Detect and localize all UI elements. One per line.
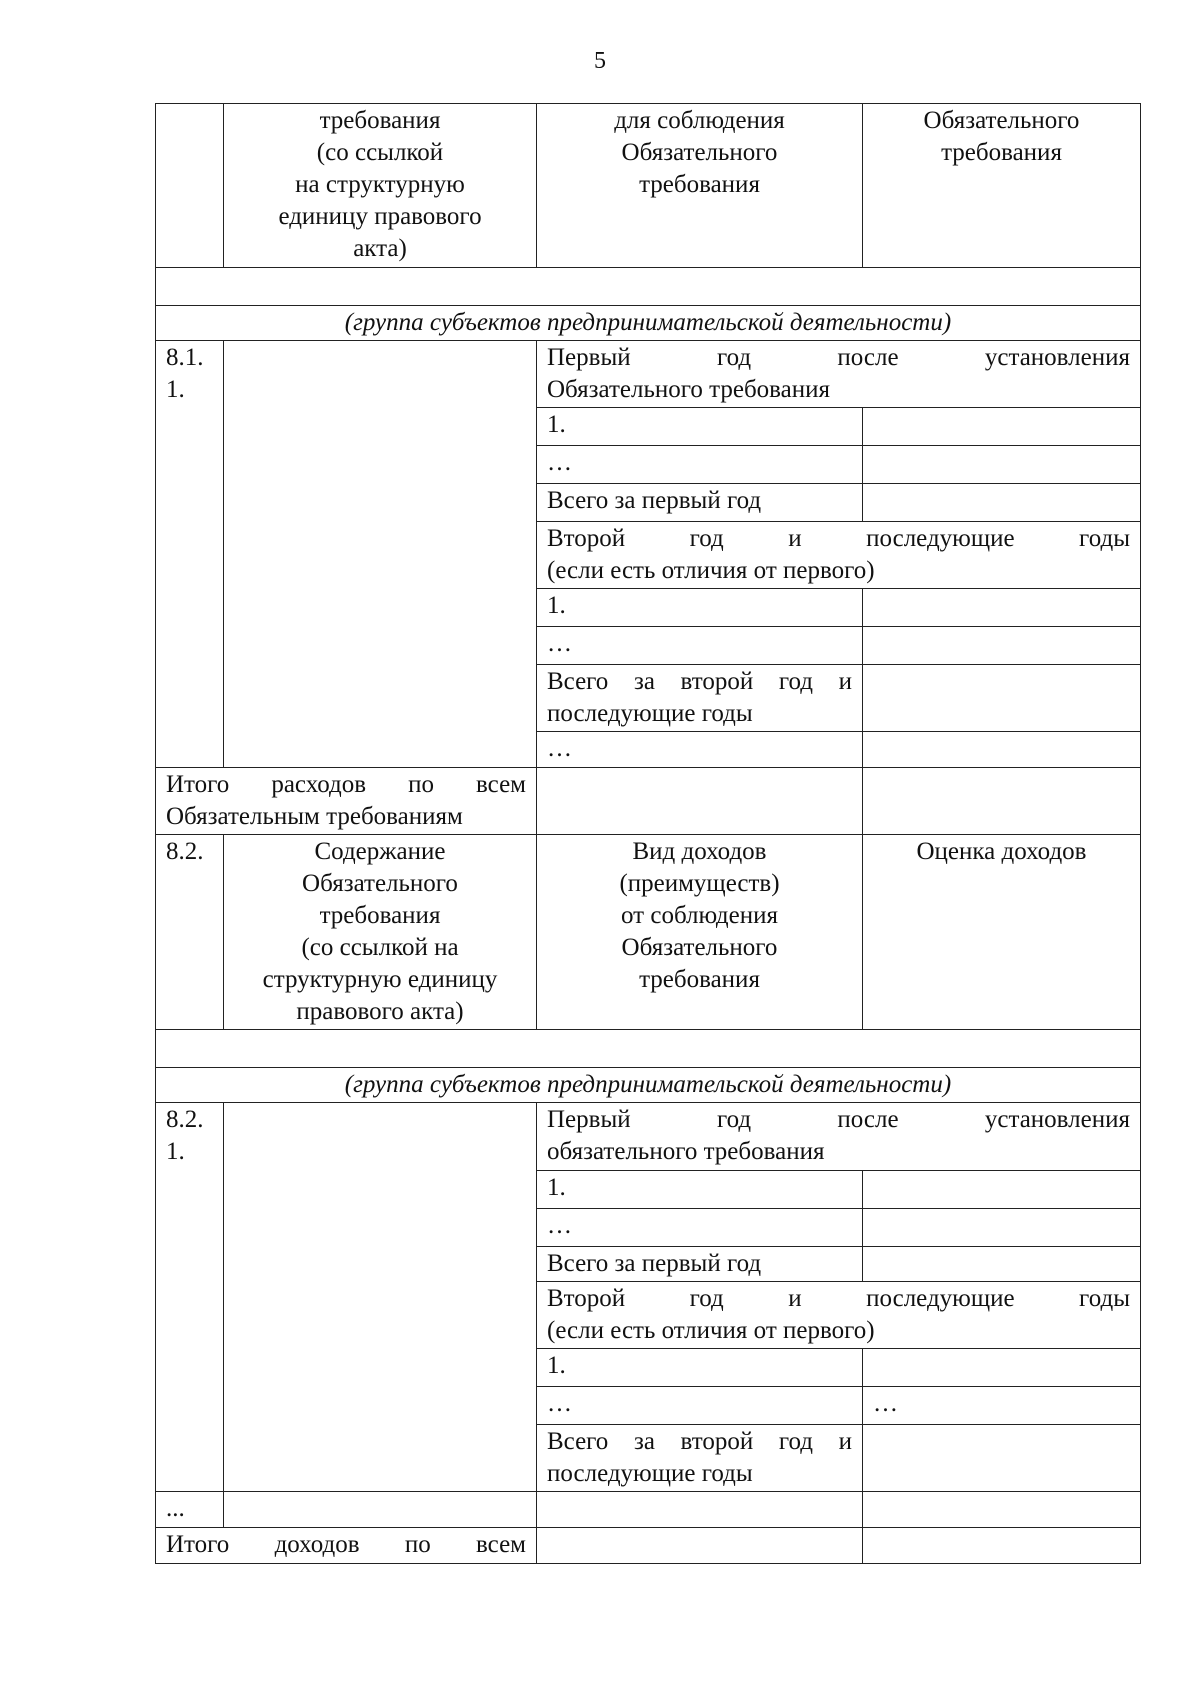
year2-row-dots-label: … xyxy=(537,627,863,665)
sec2-year1-title: Первый год после установления xyxy=(547,1106,1130,1133)
grand-total-costs-label-cell xyxy=(156,768,537,835)
header-content-cell xyxy=(224,104,537,268)
after-dots-label: … xyxy=(537,732,863,768)
header-content-text: требования (со ссылкой на структурную единицу правового акта) xyxy=(278,107,482,262)
sec2-year1-row-dots-value xyxy=(863,1209,1141,1247)
grand-total-income-label-cell xyxy=(156,1528,537,1564)
group-caption: (группа субъектов предпринимательской деятельности) xyxy=(156,306,1141,341)
sec2-after-dots-content xyxy=(224,1492,537,1528)
year2-row-1-value xyxy=(863,589,1141,627)
sec2-income-type-text: Вид доходов (преимуществ) от соблюдения Обязательного требования xyxy=(619,838,780,993)
header-cost-estimate-text: Обязательного требования xyxy=(923,107,1080,166)
sec2-year1-row-1-value xyxy=(863,1171,1141,1209)
year2-row-dots-value xyxy=(863,627,1141,665)
grand-total-costs-type xyxy=(537,768,863,835)
sec2-year2-title-cont: (если есть отличия от первого) xyxy=(547,1317,875,1344)
sec2-year1-total-label: Всего за первый год xyxy=(537,1247,863,1282)
obligations-table xyxy=(155,103,1141,1564)
item-number-8-2-1 xyxy=(156,1103,224,1492)
sec2-group-caption: (группа субъектов предпринимательской деятельности) xyxy=(156,1068,1141,1103)
sec2-blank-row xyxy=(156,1030,1141,1068)
year1-title: Первый год после установления xyxy=(547,344,1130,371)
year2-title: Второй год и последующие годы xyxy=(547,525,1130,552)
sec2-content-text: Содержание Обязательного требования (со ссылкой на структурную единицу правового акта) xyxy=(262,838,498,1025)
year1-total-label: Всего за первый год xyxy=(537,484,863,522)
blank-row xyxy=(156,268,1141,306)
year1-row-dots-value xyxy=(863,446,1141,484)
grand-total-costs-label-cont: Обязательным требованиям xyxy=(166,803,463,830)
grand-total-income-label: Итого доходов по всем xyxy=(166,1531,526,1558)
sec2-header-row xyxy=(156,835,1141,1030)
sec2-after-dots-value xyxy=(863,1492,1141,1528)
year1-title-cont: Обязательного требования xyxy=(547,376,831,403)
sec2-year2-row-dots-value: … xyxy=(863,1387,1141,1425)
year1-title-row xyxy=(156,341,1141,408)
sec2-after-dots-type xyxy=(537,1492,863,1528)
group-caption-row xyxy=(156,306,1141,341)
sec2-year2-row-1-value xyxy=(863,1349,1141,1387)
year2-title-cell xyxy=(537,522,1141,589)
after-dots-content xyxy=(863,732,1141,768)
blank-cell xyxy=(156,268,1141,306)
sec2-income-estimate-text: Оценка доходов xyxy=(916,838,1087,865)
sec2-year1-title-cont: обязательного требования xyxy=(547,1138,825,1165)
sec2-year1-row-dots-label: … xyxy=(537,1209,863,1247)
sec2-income-type-cell xyxy=(537,835,863,1030)
grand-total-costs-row xyxy=(156,768,1141,835)
sec2-year2-total-label: Всего за второй год и последующие годы xyxy=(537,1425,863,1492)
year2-total-value xyxy=(863,665,1141,732)
sec2-group-caption-row xyxy=(156,1068,1141,1103)
grand-total-costs-label: Итого расходов по всем xyxy=(166,771,526,798)
sec2-year1-total-value xyxy=(863,1247,1141,1282)
sec2-year2-title-cell xyxy=(537,1282,1141,1349)
sec2-item-number-text: 8.2. 1. xyxy=(166,1106,204,1165)
sec2-year2-total-value xyxy=(863,1425,1141,1492)
year1-row-dots-label: … xyxy=(537,446,863,484)
sec2-year2-row-1-label: 1. xyxy=(537,1349,863,1387)
year1-row-1-value xyxy=(863,408,1141,446)
year1-row-1-label: 1. xyxy=(537,408,863,446)
item-number-text: 8.1. 1. xyxy=(166,344,204,403)
sec2-after-dots-row xyxy=(156,1492,1141,1528)
sec2-item-content-cell xyxy=(224,1103,537,1492)
grand-total-costs-value xyxy=(863,768,1141,835)
year1-total-value xyxy=(863,484,1141,522)
sec2-year2-title: Второй год и последующие годы xyxy=(547,1285,1130,1312)
sec2-number: 8.2. xyxy=(156,835,224,1030)
header-cost-type-cell xyxy=(537,104,863,268)
header-cost-estimate-cell xyxy=(863,104,1141,268)
header-continued-row xyxy=(156,104,1141,268)
year2-row-1-label: 1. xyxy=(537,589,863,627)
sec2-year2-row-dots-label: … xyxy=(537,1387,863,1425)
sec2-after-dots-label: ... xyxy=(156,1492,224,1528)
year1-title-cell xyxy=(537,341,1141,408)
item-content-cell xyxy=(224,341,537,768)
page-number: 5 xyxy=(594,48,606,74)
year2-title-cont: (если есть отличия от первого) xyxy=(547,557,875,584)
sec2-income-estimate-cell xyxy=(863,835,1141,1030)
grand-total-income-row xyxy=(156,1528,1141,1564)
sec2-year1-row-1-label: 1. xyxy=(537,1171,863,1209)
grand-total-income-value xyxy=(863,1528,1141,1564)
sec2-content-cell xyxy=(224,835,537,1030)
header-number-cell xyxy=(156,104,224,268)
grand-total-income-type xyxy=(537,1528,863,1564)
sec2-blank-cell xyxy=(156,1030,1141,1068)
header-cost-type-text: для соблюдения Обязательного требования xyxy=(614,107,785,198)
sec2-year1-title-row xyxy=(156,1103,1141,1171)
year2-total-label: Всего за второй год и последующие годы xyxy=(537,665,863,732)
sec2-year1-title-cell xyxy=(537,1103,1141,1171)
item-number-8-1-1 xyxy=(156,341,224,768)
